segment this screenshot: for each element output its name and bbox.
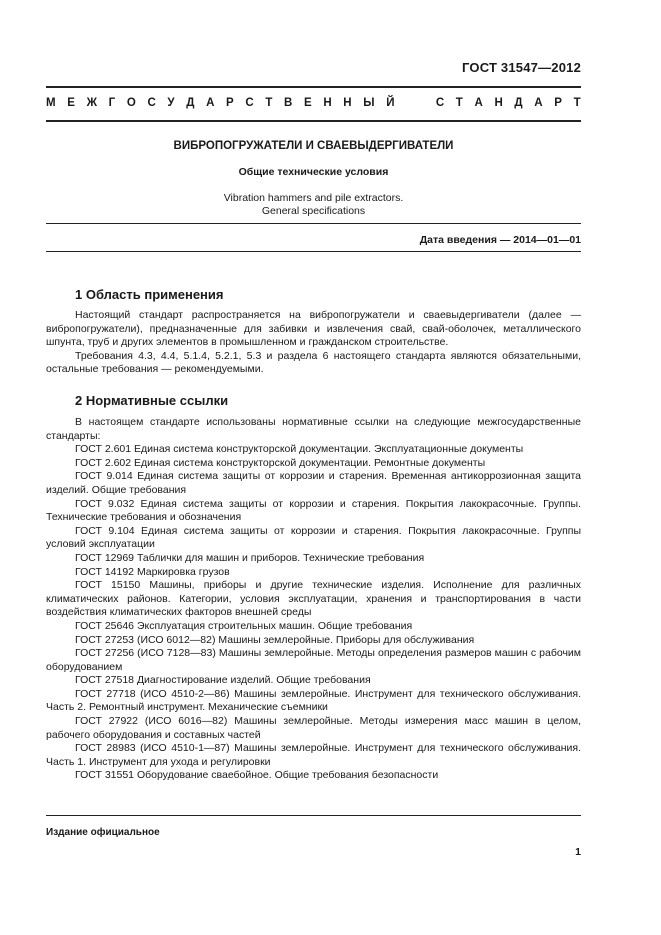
interstate-letter: А bbox=[474, 97, 483, 109]
section-1-paragraph: Требования 4.3, 4.4, 5.1.4, 5.2.1, 5.3 и раздела 6 настоящего стандарта являются обязательными, остальные требования — рекомендуемыми. bbox=[46, 349, 581, 376]
reference-item: ГОСТ 27256 (ИСО 7128—83) Машины землеройные. Методы определения размеров машин с рабочим оборудованием bbox=[46, 647, 581, 673]
reference-item: ГОСТ 28983 (ИСО 4510-1—87) Машины землеройные. Инструмент для технического обслуживания. Часть 1. Инструмент для ухода и регулировки bbox=[46, 742, 581, 768]
date-divider bbox=[46, 251, 581, 252]
interstate-letter: С bbox=[435, 97, 445, 109]
reference-item: ГОСТ 15150 Машины, приборы и другие технические изделия. Исполнение для различных климатических районов. Категории, условия эксплуатации, хранения и транспортирования в части воздействия климатических факторов внешней среды bbox=[46, 579, 581, 619]
interstate-letter: М bbox=[46, 97, 56, 109]
official-edition-label: Издание официальное bbox=[46, 827, 160, 838]
english-title-line-2: General specifications bbox=[261, 205, 366, 217]
reference-item: ГОСТ 2.601 Единая система конструкторской документации. Эксплуатационные документы bbox=[75, 443, 524, 456]
reference-item: ГОСТ 9.032 Единая система защиты от коррозии и старения. Покрытия лакокрасочные. Группы. Технические требования и обозначения bbox=[46, 497, 581, 524]
section-2-heading: 2 Нормативные ссылки bbox=[75, 393, 229, 408]
english-title-line-1: Vibration hammers and pile extractors. bbox=[223, 192, 404, 204]
interstate-letter: Е bbox=[67, 97, 75, 109]
reference-item: ГОСТ 2.602 Единая система конструкторской документации. Ремонтные документы bbox=[75, 456, 486, 469]
interstate-letter: Т bbox=[265, 97, 273, 109]
introduction-date: Дата введения — 2014—01—01 bbox=[419, 234, 581, 246]
interstate-letter: Н bbox=[343, 97, 352, 109]
interstate-letter: Р bbox=[226, 97, 234, 109]
interstate-letter: Р bbox=[554, 97, 562, 109]
interstate-letter: А bbox=[206, 97, 215, 109]
interstate-letter: Й bbox=[386, 97, 395, 109]
footer-rule bbox=[46, 815, 581, 816]
header-top-rule bbox=[46, 86, 581, 88]
interstate-letter: Т bbox=[455, 97, 463, 109]
reference-item: ГОСТ 27518 Диагностирование изделий. Общие требования bbox=[75, 674, 371, 687]
interstate-letter: Ж bbox=[86, 97, 97, 109]
title-divider bbox=[46, 223, 581, 224]
interstate-letter: Г bbox=[108, 97, 116, 109]
reference-item: ГОСТ 27253 (ИСО 6012—82) Машины землеройные. Приборы для обслуживания bbox=[75, 633, 475, 646]
reference-item: ГОСТ 9.014 Единая система защиты от коррозии и старения. Временная антикоррозионная защита изделий. Общие требования bbox=[46, 470, 581, 496]
interstate-letter: Д bbox=[186, 97, 195, 109]
interstate-letter: Д bbox=[514, 97, 523, 109]
interstate-letter: У bbox=[167, 97, 175, 109]
section-2-body bbox=[46, 416, 581, 783]
page-number: 1 bbox=[575, 846, 581, 858]
interstate-letter: Н bbox=[323, 97, 332, 109]
reference-item: ГОСТ 14192 Маркировка грузов bbox=[75, 565, 230, 578]
interstate-letter: В bbox=[284, 97, 293, 109]
reference-intro: В настоящем стандарте использованы нормативные ссылки на следующие межгосударственные стандарты: bbox=[46, 416, 581, 442]
interstate-letter: Н bbox=[494, 97, 503, 109]
interstate-standard-label bbox=[46, 97, 581, 109]
english-title bbox=[46, 192, 581, 218]
interstate-letter: О bbox=[126, 97, 136, 109]
section-1-heading: 1 Область применения bbox=[75, 287, 224, 302]
reference-item: ГОСТ 25646 Эксплуатация строительных машин. Общие требования bbox=[75, 619, 413, 632]
interstate-letter: Т bbox=[573, 97, 581, 109]
section-1-body bbox=[46, 309, 581, 377]
reference-item: ГОСТ 31551 Оборудование сваебойное. Общие требования безопасности bbox=[75, 769, 439, 782]
interstate-gap bbox=[421, 97, 424, 109]
interstate-letter: С bbox=[245, 97, 254, 109]
document-subtitle: Общие технические условия bbox=[238, 166, 389, 178]
document-title: ВИБРОПОГРУЖАТЕЛИ И СВАЕВЫДЕРГИВАТЕЛИ bbox=[173, 140, 454, 152]
interstate-letter: Ы bbox=[363, 97, 375, 109]
reference-item: ГОСТ 27922 (ИСО 6016—82) Машины землеройные. Методы измерения масс машин в целом, рабочего оборудования и составных частей bbox=[46, 715, 581, 741]
interstate-letter: С bbox=[147, 97, 156, 109]
standard-code: ГОСТ 31547—2012 bbox=[462, 60, 581, 75]
interstate-letter: Е bbox=[304, 97, 312, 109]
reference-item: ГОСТ 9.104 Единая система защиты от коррозии и старения. Покрытия лакокрасочные. Группы условий эксплуатации bbox=[46, 524, 581, 551]
reference-item: ГОСТ 12969 Таблички для машин и приборов. Технические требования bbox=[75, 551, 425, 564]
interstate-letter: А bbox=[534, 97, 543, 109]
section-1-paragraph: Настоящий стандарт распространяется на вибропогружатели и сваевыдергиватели (далее — вибропогружатели), предназначенные для забивки и извлечения свай, свай-оболочек, металлического шпунта, труб и других элементов в промышленном и гражданском строительстве. bbox=[46, 309, 581, 349]
interstate-gap bbox=[406, 97, 409, 109]
reference-item: ГОСТ 27718 (ИСО 4510-2—86) Машины землеройные. Инструмент для технического обслуживания. Часть 2. Ремонтный инструмент. Механические съемники bbox=[46, 687, 581, 714]
header-bottom-rule bbox=[46, 120, 581, 122]
